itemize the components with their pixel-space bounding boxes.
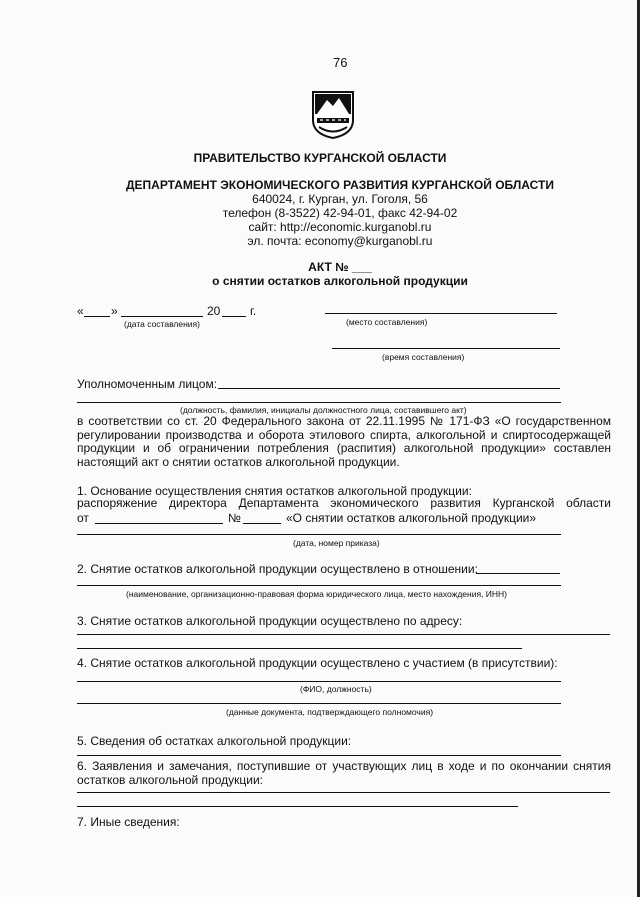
- day-blank: [84, 316, 110, 317]
- section-2-blank: [77, 585, 561, 586]
- preamble-line: настоящий акт о снятии остатков алкогольной продукции.: [77, 454, 400, 469]
- place-blank: [325, 313, 557, 314]
- department-address: 640024, г. Курган, ул. Гоголя, 56: [252, 192, 428, 206]
- time-caption: (время составления): [382, 352, 465, 362]
- section-6-line: 6. Заявления и замечания, поступившие от участвующих лиц в ходе и по окончании снятия: [77, 759, 611, 773]
- section-3-blank-1: [77, 634, 610, 635]
- order-number-blank: [243, 523, 281, 524]
- preamble-line: в соответствии со ст. 20 Федерального закона от 22.11.1995 № 171-ФЗ «О государственном: [77, 414, 611, 428]
- section-5-title: 5. Сведения об остатках алкогольной продукции:: [77, 734, 352, 748]
- section-1-number-label: №: [228, 511, 241, 525]
- section-2-title: 2. Снятие остатков алкогольной продукции осуществлено в отношении:: [77, 562, 478, 576]
- authorized-blank: [218, 388, 560, 389]
- coat-of-arms-emblem: [311, 90, 355, 140]
- section-3-blank-2: [77, 648, 522, 649]
- section-1-basis: [77, 497, 611, 511]
- section-4-blank-2: [77, 703, 561, 704]
- section-1-blank: [77, 534, 561, 535]
- section-6-blank-1: [77, 792, 610, 793]
- open-quote: «: [77, 304, 84, 318]
- department-email: эл. почта: economy@kurganobl.ru: [247, 234, 433, 248]
- department-site: сайт: http://economic.kurganobl.ru: [248, 220, 432, 234]
- section-5-blank: [77, 755, 561, 756]
- month-blank: [121, 316, 203, 317]
- preamble-line: продукции и об ограничении потребления (распития) алкогольной продукции» составлен: [77, 441, 611, 455]
- authorized-caption: (должность, фамилия, инициалы должностного лица, составившего акт): [180, 405, 467, 415]
- section-1-line: распоряжение директора Департамента экономического развития Курганской области: [77, 496, 611, 510]
- section-4-blank-1: [77, 681, 561, 682]
- section-1-caption: (дата, номер приказа): [293, 538, 380, 548]
- preamble-line: регулировании производства и оборота этилового спирта, алкогольной и спиртосодержащей: [77, 427, 611, 442]
- year-suffix: г.: [250, 304, 257, 318]
- section-7-title: 7. Иные сведения:: [77, 815, 180, 829]
- section-1-order-name: «О снятии остатков алкогольной продукции»: [286, 511, 537, 525]
- section-1-from-label: от: [77, 511, 89, 525]
- place-caption: (место составления): [346, 317, 428, 327]
- preamble-paragraph: [77, 415, 611, 469]
- date-caption: (дата составления): [124, 319, 200, 329]
- section-6-paragraph: [77, 760, 611, 787]
- year-blank: [222, 316, 246, 317]
- section-6-line: остатков алкогольной продукции:: [77, 772, 264, 787]
- section-6-blank-2: [77, 806, 518, 807]
- section-4-caption-1: (ФИО, должность): [300, 684, 372, 694]
- section-1-title: 1. Основание осуществления снятия остатков алкогольной продукции:: [77, 484, 472, 498]
- year-prefix: 20: [207, 304, 221, 318]
- authorized-blank-2: [77, 402, 561, 403]
- section-2-caption: (наименование, организационно-правовая форма юридического лица, место нахождения, ИНН): [126, 589, 507, 599]
- act-subtitle: о снятии остатков алкогольной продукции: [212, 274, 468, 288]
- section-2-inline-blank: [476, 573, 560, 574]
- act-title: АКТ № ___: [308, 260, 372, 274]
- authorized-label: Уполномоченным лицом:: [77, 377, 218, 391]
- department-phone: телефон (8-3522) 42-94-01, факс 42-94-02: [222, 206, 458, 220]
- time-blank: [332, 348, 560, 349]
- section-3-title: 3. Снятие остатков алкогольной продукции осуществлено по адресу:: [77, 614, 463, 628]
- order-date-blank: [95, 523, 223, 524]
- close-quote: »: [111, 304, 118, 318]
- government-title: ПРАВИТЕЛЬСТВО КУРГАНСКОЙ ОБЛАСТИ: [193, 151, 447, 165]
- page-number: 76: [333, 55, 348, 70]
- section-4-caption-2: (данные документа, подтверждающего полномочия): [226, 707, 434, 717]
- section-4-title: 4. Снятие остатков алкогольной продукции осуществлено с участием (в присутствии):: [77, 656, 558, 670]
- department-title: ДЕПАРТАМЕНТ ЭКОНОМИЧЕСКОГО РАЗВИТИЯ КУРГАНСКОЙ ОБЛАСТИ: [125, 178, 554, 192]
